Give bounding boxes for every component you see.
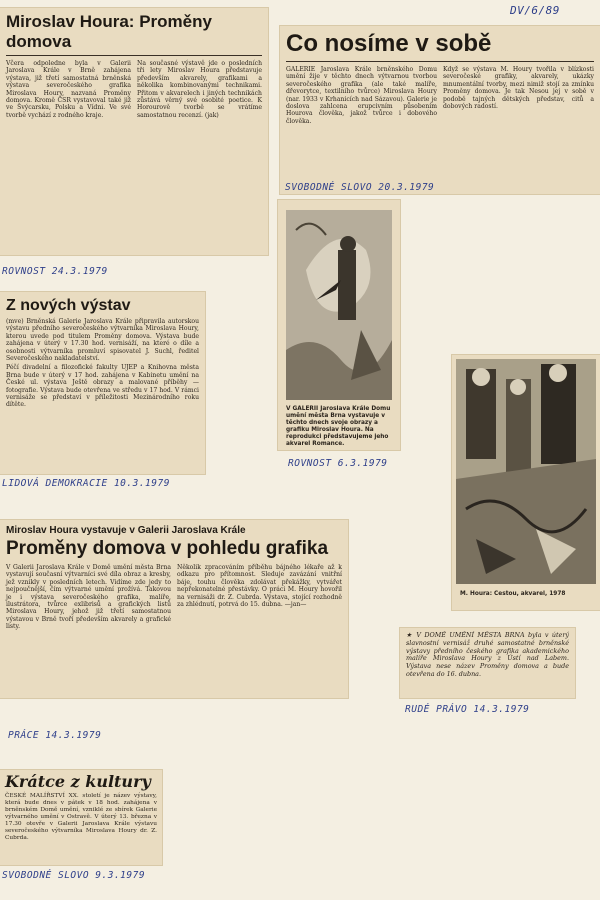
clipping-cestou — [452, 355, 600, 610]
headline: Proměny domova v pohledu grafika — [6, 538, 329, 559]
article-text: ČESKÉ MALÍŘSTVÍ XX. století je název výstavy, která bude dnes v pátek v 18 hod. zahájena v brněnském Domě umění, vzniklé ze sbírek Galerie výtvarného umění v Ostravě. V úterý 13. března v 17.30 otevře v Galerii Jaroslava Krále výstavu severočeského výtvarníka Miroslava Houry dr. Z. Cubrda. — [5, 793, 157, 841]
article-text: Několik zpracováním příběhu bájného lékaře až k odkazu pro přítomnost. Sleduje zavázání vnitřní báje, touhu člověka zdolávat překážky, vytvářet nepřekonatelné přestávky. O práci M. Houry hovořil na vernisáži dr. Z. Cubrda. Výstava, stojící rozhodně za zhlédnutí, potrvá do 15. dubna. —jan— — [177, 564, 342, 609]
source-note: PRÁCE 14.3.1979 — [8, 730, 102, 741]
clipping-rude-pravo — [400, 628, 575, 698]
romance-artwork-image — [286, 210, 392, 400]
clipping-promeny-domova — [0, 8, 268, 255]
source-note: ROVNOST 24.3.1979 — [2, 266, 108, 277]
article-text: (mve) Brněnská Galerie Jaroslava Krále připravila autorskou výstavu předního severočeského výtvarníka Miroslava Houry, kterou uvede pod titulem Proměny domova. Výstava bude zahájena v úterý v 17.30 hod. vernisáží, na které o díle a osobnosti výtvarníka promluví spisovatel J. Suchl, ředitel Severočeského nakladatelství. — [6, 318, 199, 363]
headline: Krátce z kultury — [5, 772, 151, 791]
source-note: SVOBODNÉ SLOVO 20.3.1979 — [285, 182, 435, 193]
image-caption: M. Houra: Cestou, akvarel, 1978 — [460, 591, 566, 597]
kicker: Miroslav Houra vystavuje v Galerii Jaroslava Krále — [6, 525, 246, 536]
source-note: SVOBODNÉ SLOVO 9.3.1979 — [2, 870, 146, 881]
clipping-pohled-grafika — [0, 520, 348, 698]
article-text: Včera odpoledne byla v Galerii Jaroslava Krále v Brně zahájena výstava, již třetí samostatná brněnská výstava severočeského grafika Miroslava Houry, nazvaná Proměny domova. Kromě ČSR vystavoval také již ve Švýcarsku, Polsku a Vídni. Ve své tvorbě vychází z rodného kraje. — [6, 60, 131, 119]
headline: Miroslav Houra: Proměny domova — [6, 12, 262, 56]
source-note: ROVNOST 6.3.1979 — [288, 458, 388, 469]
cestou-artwork-image — [456, 359, 596, 584]
archive-number-note: DV/6/89 — [510, 4, 560, 17]
article-text: ★ V DOMĚ UMĚNÍ MĚSTA BRNA byla v úterý slavnostní vernisáž druhé samostatné brněnské výstavy předního českého grafika akademického malíře Miroslava Houry z Ústí nad Labem. Výstava nese název Proměny domova a bude otevřena do 16. dubna. — [406, 631, 569, 678]
headline: Z nových výstav — [6, 297, 131, 314]
source-note: RUDÉ PRÁVO 14.3.1979 — [405, 704, 530, 715]
article-text: Péčí divadelní a filozofické fakulty UJEP a Knihovna města Brna bude v úterý v 17 hod. zahájena v Kabinetu umění na České ul. výstava Ještě obrazy a malované příběhy — fotografie. Výstava bude otevřena ve středu v 17 hod. V rámci vernisáže se představí v příležitosti Mezinárodního roku dítěte. — [6, 364, 199, 409]
image-caption: V GALERII Jaroslava Krále Domu umění města Brna vystavuje v těchto dnech svoje obrazy a grafiku Miroslav Houra. Na reprodukci představujeme jeho akvarel Romance. — [286, 406, 391, 447]
article-text: GALERIE Jaroslava Krále brněnského Domu umění žije v těchto dnech výtvarnou tvorbou severočeského grafika (ale také malíře, dřevorytce, textilního tvůrce) Miroslava Houry (nar. 1933 v Krhanicích nad Sázavou). Galerie je doslova zahlcena erupcivním působením Hourova člověka, jakož tvůrce i dobového člověka. — [286, 66, 437, 125]
article-text: Když se výstava M. Houry tvořila v blízkosti severočeské grafiky, akvarely, ukázky mnumentální tvorby, mezi nimiž stojí za zmínku Proměny domova. Je tak Nesou jej v sobě v podobě tajných dětských představ, citů a dobových radostí. — [443, 66, 594, 111]
clipping-romance — [278, 200, 400, 450]
clipping-z-novych-vystav — [0, 292, 205, 474]
headline: Co nosíme v sobě — [286, 30, 594, 62]
source-note: LIDOVÁ DEMOKRACIE 10.3.1979 — [2, 478, 170, 489]
clipping-co-nosime — [280, 26, 600, 194]
article-text: Na současné výstavě jde o posledních tři lety Miroslav Houra představuje především akvarely, grafikami a několika kombinovanými technikami. Přitom v akvarelech i jiných technikách zůstává věrný své osobité poetice. K Horourově tvorbě se vrátíme samostatnou recenzí. (jak) — [137, 60, 262, 119]
article-text: V Galerii Jaroslava Krále v Domě umění města Brna vystavují současní výtvarníci své díla obraz a kresby, jež vznikly v posledních letech. Vidíme zde jedy to nejpoučnější, čím výtvarné umění prožívá. Takovou je i výstava severočeského grafika, malíře, ilustrátora, tvůrce exlibrisů a grafických listů Miroslava Houry, jehož již třetí samostatnou výstavou v Brně tvoří především akvarely a grafické listy. — [6, 564, 171, 631]
clipping-kratce-z-kultury — [0, 770, 162, 865]
